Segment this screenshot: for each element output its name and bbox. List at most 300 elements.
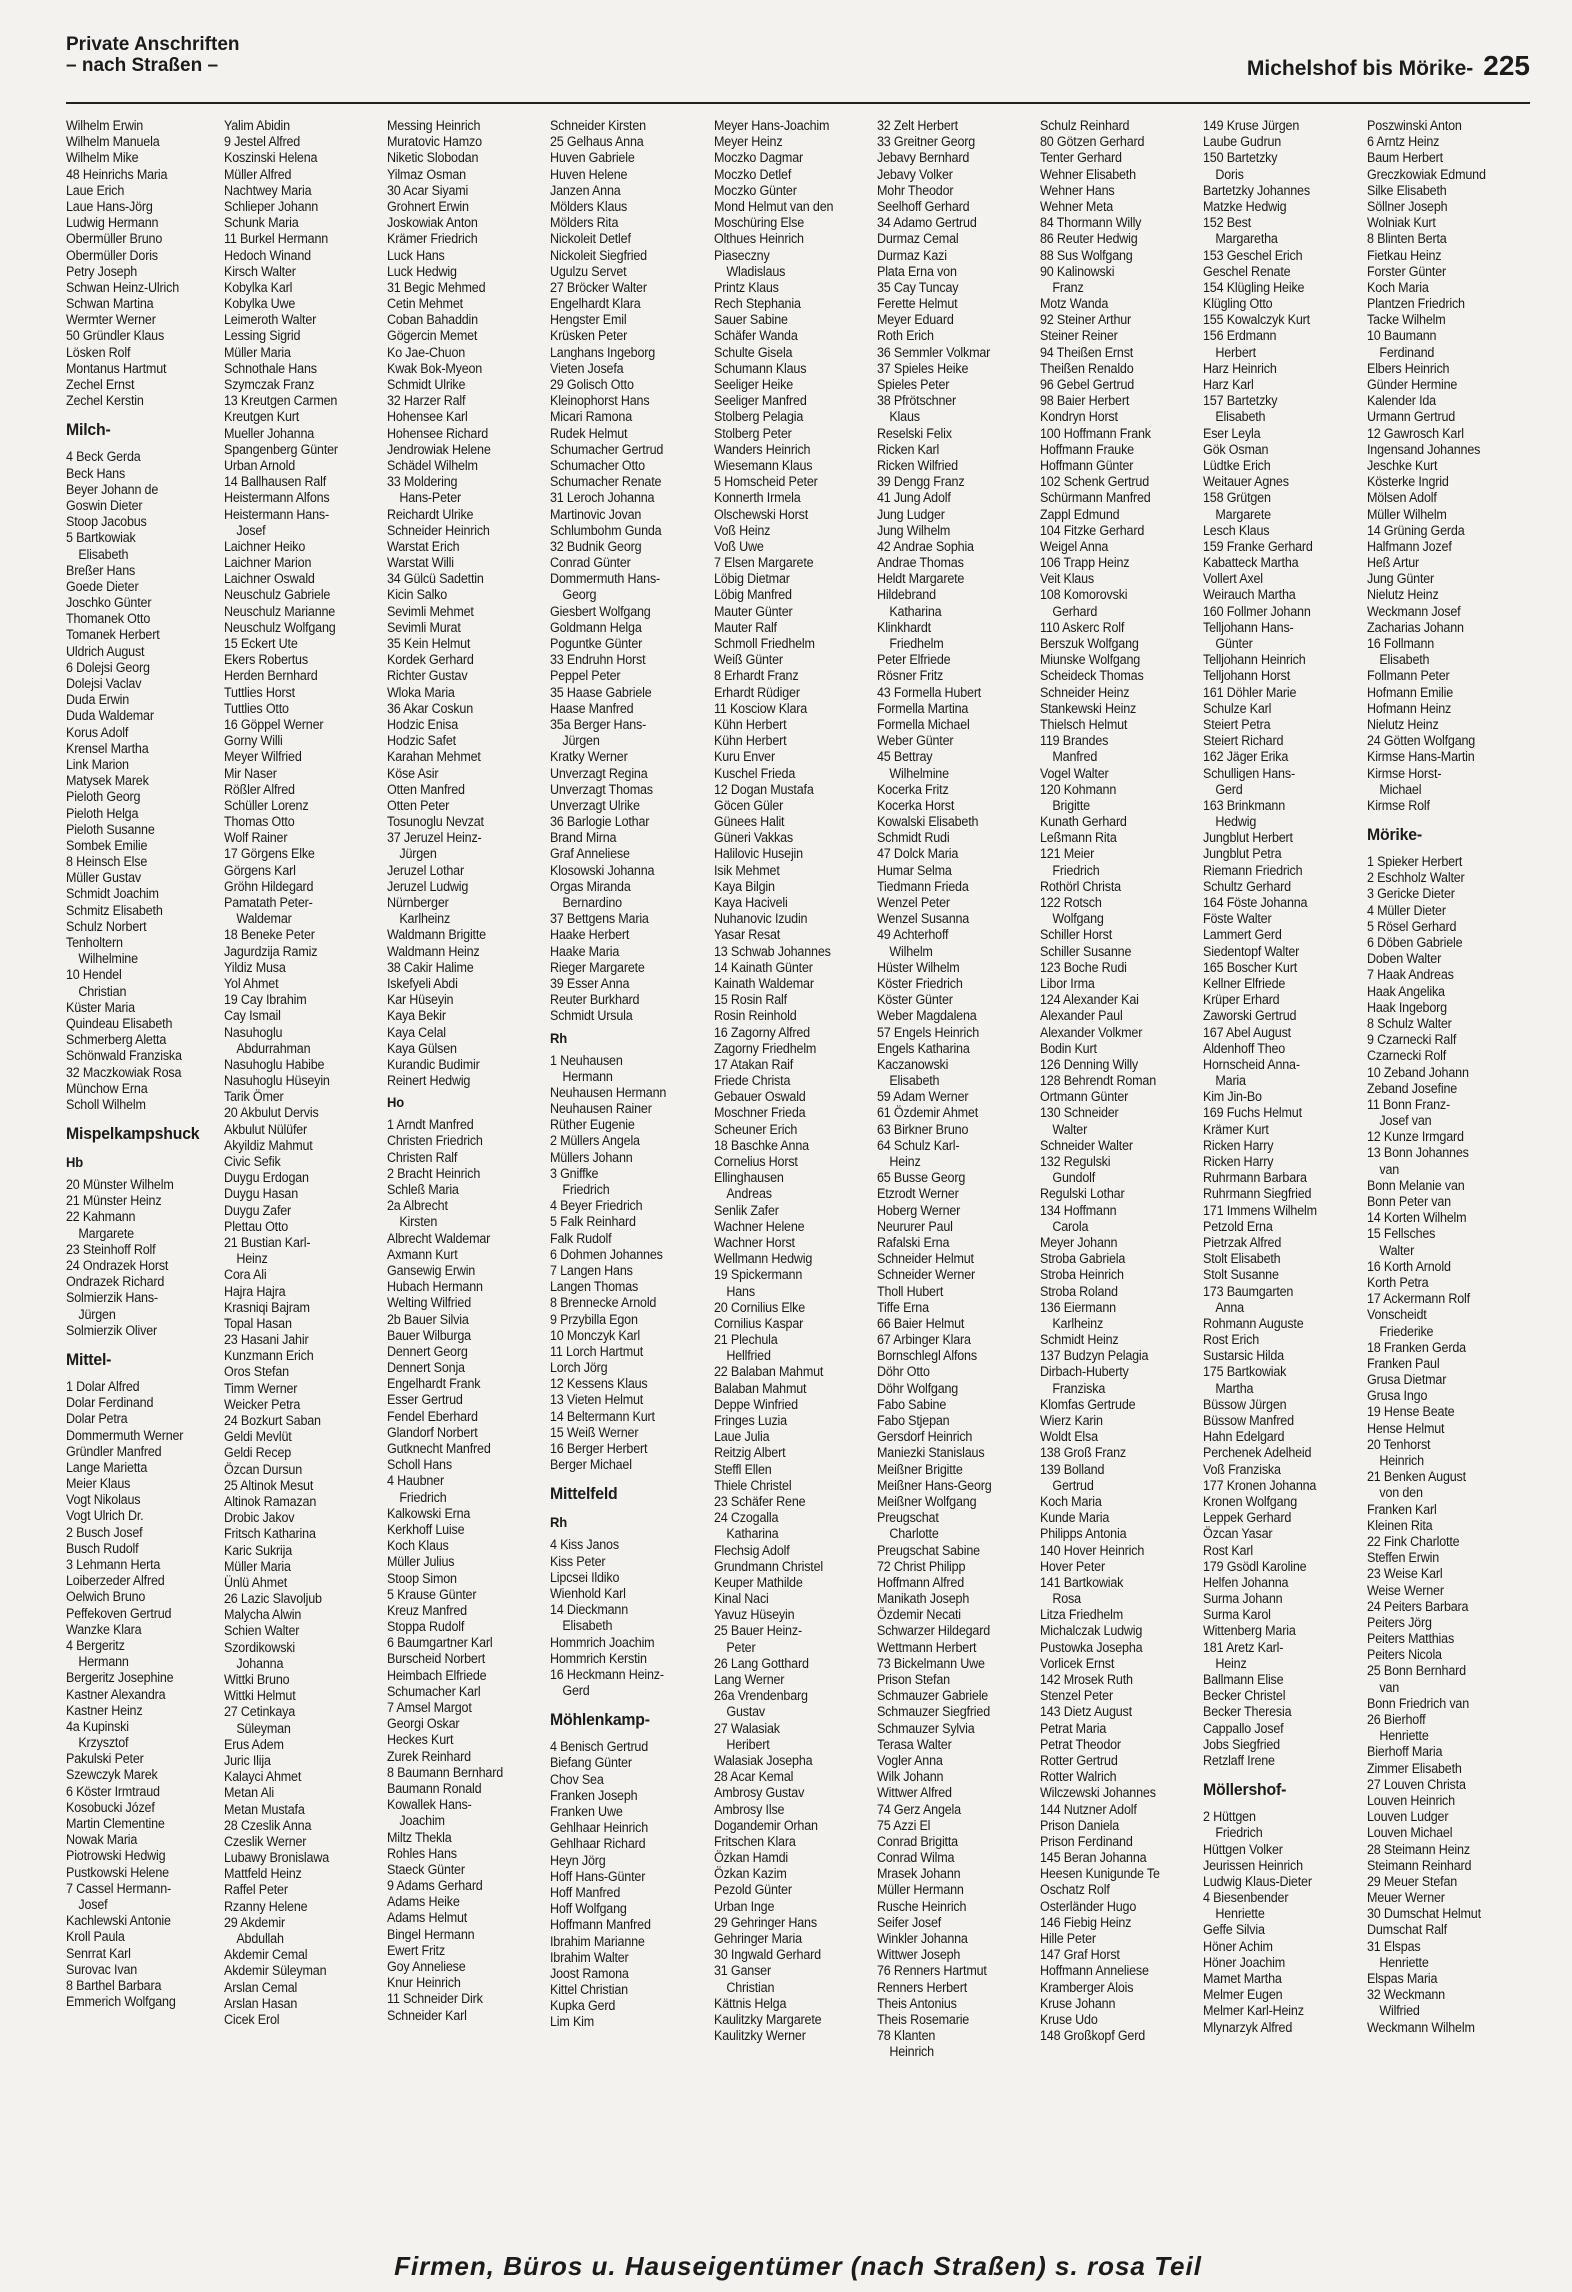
resident-entry: Krasniqi Bajram — [223, 1299, 310, 1315]
resident-entry: Sustarsic Hilda — [1203, 1348, 1285, 1364]
resident-entry: Karic Sukrija — [223, 1542, 292, 1558]
resident-entry: Kirmse Horst- — [1366, 765, 1442, 781]
resident-entry: 163 Brinkmann — [1203, 797, 1286, 813]
resident-entry: Giesbert Wolfgang — [550, 603, 651, 619]
resident-entry: Charlotte — [876, 1526, 939, 1542]
resident-entry: Yildiz Musa — [223, 959, 286, 975]
resident-entry: Wilhelm Mike — [66, 150, 139, 166]
resident-entry: Adams Heike — [386, 1894, 460, 1910]
resident-entry: 18 Beneke Peter — [223, 927, 315, 943]
resident-entry: Schiller Susanne — [1040, 943, 1132, 959]
resident-entry: 32 Harzer Ralf — [386, 393, 466, 409]
resident-entry: Schneider Heinz — [1040, 684, 1130, 700]
resident-entry: Kramberger Alois — [1040, 1979, 1134, 1995]
resident-entry: 18 Baschke Anna — [713, 1137, 809, 1153]
resident-entry: Ellinghausen — [713, 1170, 784, 1186]
resident-entry: 36 Barlogie Lothar — [550, 814, 650, 830]
resident-entry: Meißner Hans-Georg — [876, 1477, 992, 1493]
resident-entry: Kirsch Walter — [223, 263, 296, 279]
resident-entry: Iskefyeli Abdi — [386, 975, 458, 991]
resident-entry: Vogler Anna — [876, 1752, 943, 1768]
resident-entry: Rech Stephania — [713, 296, 801, 312]
resident-entry: Topal Hasan — [223, 1315, 292, 1331]
resident-entry: Halfmann Jozef — [1366, 538, 1452, 554]
resident-entry: 24 Bozkurt Saban — [223, 1413, 321, 1428]
resident-entry: 42 Andrae Sophia — [876, 538, 974, 554]
resident-entry: Seeliger Manfred — [713, 393, 807, 409]
resident-entry: Kühn Herbert — [713, 733, 786, 749]
street-range-title: Michelshof bis Mörike- — [1246, 57, 1474, 80]
resident-entry: 167 Abel August — [1203, 1024, 1292, 1040]
resident-entry: Gerhard — [1040, 603, 1098, 619]
resident-entry: Jeruzel Lothar — [386, 862, 464, 878]
resident-entry: Schäfer Wanda — [713, 328, 798, 344]
resident-entry: Kalender Ida — [1366, 393, 1436, 409]
resident-entry: Surma Karol — [1203, 1607, 1272, 1623]
resident-entry: 4 Beyer Friedrich — [550, 1198, 643, 1214]
resident-entry: Deppe Winfried — [713, 1396, 798, 1412]
resident-entry: Kroll Paula — [66, 1929, 125, 1945]
resident-entry: 14 Grüning Gerda — [1366, 522, 1465, 538]
resident-entry: Ricken Wilfried — [876, 457, 958, 473]
resident-entry: Elisabeth — [550, 1618, 613, 1634]
resident-entry: 8 Baumann Bernhard — [386, 1764, 503, 1780]
resident-entry: Ludwig Hermann — [66, 215, 159, 231]
resident-entry: Kaya Bilgin — [713, 878, 775, 894]
resident-entry: Klaus — [876, 409, 920, 425]
resident-entry: Fabo Sabine — [876, 1396, 946, 1412]
resident-entry: 63 Birkner Bruno — [876, 1121, 969, 1137]
resident-entry: 158 Grütgen — [1203, 490, 1272, 506]
resident-entry: Steffen Erwin — [1366, 1550, 1439, 1566]
resident-entry: Wenzel Susanna — [876, 911, 969, 927]
resident-entry: 1 Dolar Alfred — [66, 1378, 140, 1394]
resident-entry: Alexander Paul — [1040, 1008, 1123, 1024]
resident-entry: Conrad Brigitta — [876, 1833, 958, 1849]
resident-entry: 34 Adamo Gertrud — [876, 215, 977, 231]
resident-entry: Hoff Hans-Günter — [550, 1868, 646, 1884]
resident-entry: Kiss Peter — [550, 1553, 606, 1569]
resident-entry: Pieloth Susanne — [66, 821, 155, 837]
resident-entry: Link Marion — [66, 756, 129, 772]
resident-entry: Durmaz Cemal — [876, 231, 959, 247]
resident-entry: Schultz Gerhard — [1203, 878, 1292, 894]
resident-entry: Weber Günter — [876, 733, 954, 749]
resident-entry: Arslan Hasan — [223, 1995, 297, 2011]
resident-entry: Süleyman — [223, 1720, 291, 1736]
resident-entry: Schulligen Hans- — [1203, 765, 1296, 781]
resident-entry: Weckmann Josef — [1366, 603, 1461, 619]
resident-entry: Formella Martina — [876, 700, 969, 716]
resident-entry: 90 Kalinowski — [1040, 263, 1115, 279]
resident-entry: Bodin Kurt — [1040, 1040, 1097, 1056]
resident-entry: Laichner Oswald — [223, 571, 315, 587]
resident-entry: Spangenberg Günter — [223, 441, 338, 457]
resident-entry: Becker Christel — [1203, 1688, 1286, 1704]
resident-entry: Günder Hermine — [1366, 377, 1457, 392]
resident-entry: Woldt Elsa — [1040, 1429, 1099, 1445]
resident-entry: Laube Gudrun — [1203, 134, 1282, 150]
resident-entry: Beyer Johann de — [66, 481, 159, 497]
resident-entry: Günter — [1203, 636, 1254, 651]
resident-entry: Köse Asir — [386, 765, 439, 781]
resident-entry: Georg — [550, 587, 597, 603]
resident-entry: 6 Döben Gabriele — [1366, 935, 1463, 950]
resident-entry: 146 Fiebig Heinz — [1040, 1914, 1132, 1930]
resident-entry: 32 Maczkowiak Rosa — [66, 1064, 182, 1080]
resident-entry: Yavuz Hüseyin — [713, 1607, 794, 1623]
resident-entry: 140 Hover Heinrich — [1040, 1542, 1145, 1558]
resident-entry: 148 Großkopf Gerd — [1040, 2028, 1146, 2044]
resident-entry: Kainath Waldemar — [713, 975, 814, 991]
resident-entry: Tiedmann Frieda — [876, 878, 969, 894]
resident-entry: Klügling Otto — [1203, 296, 1273, 312]
resident-entry: Peppel Peter — [550, 668, 621, 684]
resident-entry: Schmauzer Gabriele — [876, 1688, 988, 1704]
resident-entry: 9 Czarnecki Ralf — [1366, 1032, 1456, 1048]
resident-entry: Laichner Heiko — [223, 538, 305, 554]
resident-entry: Reitzig Albert — [713, 1445, 785, 1461]
resident-entry: Özdemir Necati — [876, 1607, 961, 1623]
resident-entry: 27 Walasiak — [713, 1720, 780, 1736]
resident-entry: 14 Beltermann Kurt — [550, 1408, 656, 1424]
resident-entry: Waldemar — [223, 911, 292, 927]
resident-entry: Piotrowski Hedwig — [66, 1848, 166, 1864]
resident-entry: 2 Busch Josef — [66, 1524, 143, 1540]
resident-entry: Duda Waldemar — [66, 708, 154, 724]
resident-entry: Meißner Brigitte — [876, 1461, 963, 1477]
resident-entry: Neuhausen Hermann — [550, 1084, 667, 1100]
resident-entry: Schumacher Karl — [386, 1683, 481, 1699]
resident-entry: Conrad Wilma — [876, 1850, 955, 1866]
resident-entry: Lammert Gerd — [1203, 927, 1283, 943]
resident-entry: Koch Maria — [1040, 1493, 1102, 1509]
resident-entry: 181 Aretz Karl- — [1203, 1639, 1284, 1655]
resident-entry: Grohnert Erwin — [386, 198, 469, 214]
resident-entry: Coban Bahaddin — [386, 312, 478, 328]
resident-entry: Leßmann Rita — [1040, 830, 1117, 846]
resident-entry: Herbert — [1203, 344, 1257, 360]
resident-entry: 26 Lazic Slavoljub — [223, 1591, 322, 1607]
resident-entry: Louven Michael — [1366, 1825, 1453, 1841]
resident-entry: Harz Heinrich — [1203, 360, 1278, 376]
resident-entry: 3 Lehmann Herta — [66, 1557, 161, 1572]
resident-entry: Heinz — [876, 1154, 921, 1169]
resident-entry: Hornscheid Anna- — [1203, 1056, 1301, 1072]
resident-entry: Kerkhoff Luise — [386, 1521, 465, 1537]
resident-entry: Kwak Bok-Myeon — [386, 360, 482, 376]
resident-entry: 12 Kessens Klaus — [550, 1376, 648, 1392]
resident-entry: Gründler Manfred — [66, 1443, 162, 1459]
resident-entry: Müller Wilhelm — [1366, 506, 1447, 522]
resident-entry: Heinz — [1203, 1655, 1247, 1671]
resident-entry: 1 Spieker Herbert — [1366, 854, 1462, 870]
resident-entry: Mölders Klaus — [550, 198, 628, 214]
resident-entry: Kuschel Frieda — [713, 765, 795, 781]
resident-entry: Münchow Erna — [66, 1080, 148, 1096]
resident-entry: 110 Askerc Rolf — [1040, 619, 1125, 635]
resident-entry: 7 Haak Andreas — [1366, 967, 1454, 983]
resident-entry: Cornelius Horst — [713, 1154, 798, 1169]
resident-entry: Grusa Dietmar — [1366, 1372, 1446, 1388]
resident-entry: Telljohann Heinrich — [1203, 652, 1306, 668]
resident-entry: Duygu Erdogan — [223, 1170, 309, 1186]
resident-entry: Bingel Hermann — [386, 1926, 475, 1942]
resident-entry: Jagurdzija Ramiz — [223, 943, 317, 959]
resident-entry: Litza Friedhelm — [1040, 1607, 1124, 1623]
resident-entry: Erhardt Rüdiger — [713, 684, 800, 700]
resident-entry: Reuter Burkhard — [550, 992, 640, 1008]
resident-entry: 25 Bonn Bernhard — [1366, 1663, 1466, 1679]
resident-entry: Söllner Joseph — [1366, 198, 1448, 214]
resident-entry: Tenholtern — [66, 935, 123, 950]
resident-entry: 24 Peiters Barbara — [1366, 1598, 1469, 1614]
resident-entry: Retzlaff Irene — [1203, 1752, 1276, 1768]
resident-entry: 23 Schäfer Rene — [713, 1493, 805, 1509]
resident-entry: Perchenek Adelheid — [1203, 1445, 1312, 1461]
resident-entry: Wiesemann Klaus — [713, 457, 812, 473]
resident-entry: 73 Bickelmann Uwe — [876, 1655, 985, 1671]
resident-entry: Prison Ferdinand — [1040, 1833, 1133, 1849]
resident-entry: Hoffmann Günter — [1040, 457, 1134, 473]
resident-entry: Moczko Detlef — [713, 166, 791, 182]
resident-entry: Schmitz Elisabeth — [66, 902, 163, 918]
resident-entry: Doben Walter — [1366, 951, 1441, 967]
resident-entry: Stoppa Rudolf — [386, 1619, 465, 1635]
resident-entry: 153 Geschel Erich — [1203, 247, 1303, 263]
resident-entry: Nickoleit Detlef — [550, 231, 631, 247]
resident-entry: 59 Adam Werner — [876, 1089, 969, 1105]
resident-entry: Rohles Hans — [386, 1845, 457, 1861]
resident-entry: 20 Tenhorst — [1366, 1436, 1431, 1452]
resident-entry: Weiß Günter — [713, 652, 783, 668]
resident-entry: Mamet Martha — [1203, 1971, 1283, 1986]
resident-entry: Janzen Anna — [550, 182, 621, 198]
resident-entry: Anna — [1203, 1299, 1245, 1315]
resident-entry: Harz Karl — [1203, 377, 1255, 392]
resident-entry: Joskowiak Anton — [386, 215, 478, 231]
resident-entry: Wierz Karin — [1040, 1413, 1103, 1428]
resident-entry: Peffekoven Gertrud — [66, 1605, 172, 1621]
resident-entry: 5 Krause Günter — [386, 1586, 477, 1602]
resident-entry: Richter Gustav — [386, 668, 468, 684]
resident-entry: Ruhrmann Barbara — [1203, 1170, 1308, 1186]
resident-entry: Melmer Eugen — [1203, 1987, 1283, 2003]
resident-entry: Elbers Heinrich — [1366, 360, 1450, 376]
resident-entry: Christian — [713, 1979, 774, 1995]
resident-entry: 28 Steimann Heinz — [1366, 1841, 1470, 1857]
resident-entry: Urban Inge — [713, 1898, 774, 1914]
resident-entry: Gerd — [1203, 781, 1243, 797]
resident-entry: Hoffmann Alfred — [876, 1574, 964, 1590]
resident-entry: Ludwig Klaus-Dieter — [1203, 1873, 1313, 1889]
resident-entry: 14 Dieckmann — [550, 1602, 629, 1618]
resident-entry: Szymczak Franz — [223, 377, 314, 392]
resident-entry: 86 Reuter Hedwig — [1040, 231, 1138, 247]
resident-entry: Höner Achim — [1203, 1938, 1274, 1954]
resident-entry: Scheuner Erich — [713, 1121, 797, 1137]
resident-entry: Engelhardt Klara — [550, 296, 641, 312]
resident-entry: 64 Schulz Karl- — [876, 1137, 960, 1153]
resident-entry: Sevimli Mehmet — [386, 603, 474, 619]
resident-entry: Dennert Georg — [386, 1343, 468, 1359]
resident-entry: Zurek Reinhard — [386, 1748, 471, 1764]
resident-entry: 84 Thormann Willy — [1040, 215, 1142, 231]
resident-entry: Goswin Dieter — [66, 497, 143, 513]
street-heading: Mispelkampshuck — [66, 1124, 200, 1144]
resident-entry: Krüsken Peter — [550, 328, 628, 344]
resident-entry: Stroba Gabriela — [1040, 1251, 1126, 1267]
resident-entry: Rotter Gertrud — [1040, 1752, 1118, 1768]
resident-entry: Duda Erwin — [66, 692, 130, 708]
resident-entry: 100 Hoffmann Frank — [1040, 425, 1151, 441]
resident-entry: Hengster Emil — [550, 312, 627, 328]
directory-column — [550, 118, 700, 2240]
resident-entry: Martin Clementine — [66, 1816, 165, 1831]
resident-entry: 25 Bauer Heinz- — [713, 1623, 802, 1639]
resident-entry: Vogt Nikolaus — [66, 1492, 141, 1508]
resident-entry: Kronen Wolfgang — [1203, 1493, 1298, 1509]
resident-entry: 132 Regulski — [1040, 1154, 1111, 1169]
resident-entry: 7 Amsel Margot — [386, 1700, 472, 1715]
resident-entry: 171 Immens Wilhelm — [1203, 1202, 1318, 1218]
directory-columns — [66, 118, 1530, 2240]
resident-entry: Kaya Gülsen — [386, 1040, 457, 1056]
resident-entry: Hover Peter — [1040, 1558, 1106, 1574]
resident-entry: Printz Klaus — [713, 279, 779, 295]
resident-entry: Lösken Rolf — [66, 344, 131, 360]
resident-entry: Wilczewski Johannes — [1040, 1785, 1156, 1801]
resident-entry: Dennert Sonja — [386, 1360, 465, 1376]
resident-entry: 80 Götzen Gerhard — [1040, 134, 1145, 150]
resident-entry: 149 Kruse Jürgen — [1203, 118, 1300, 133]
resident-entry: Sauer Sabine — [713, 312, 788, 328]
resident-entry: Walasiak Josepha — [713, 1752, 812, 1768]
resident-entry: Gertrud — [1040, 1477, 1094, 1493]
resident-entry: Rösner Fritz — [876, 668, 943, 684]
resident-entry: 3 Gericke Dieter — [1366, 886, 1455, 902]
resident-entry: Duygu Hasan — [223, 1186, 298, 1202]
resident-entry: Hoberg Werner — [876, 1202, 960, 1218]
resident-entry: 21 Benken August — [1366, 1469, 1466, 1485]
resident-entry: Krüper Erhard — [1203, 992, 1280, 1008]
resident-entry: Kocerka Horst — [876, 797, 954, 813]
resident-entry: Michalczak Ludwig — [1040, 1623, 1143, 1639]
resident-entry: Tuttlies Otto — [223, 700, 289, 716]
resident-entry: Kättnis Helga — [713, 1995, 786, 2011]
resident-entry: Ricken Karl — [876, 441, 939, 457]
resident-entry: Hommrich Kerstin — [550, 1650, 647, 1666]
directory-column — [387, 118, 537, 2240]
resident-entry: Rothörl Christa — [1040, 878, 1122, 894]
resident-entry: Wermter Werner — [66, 312, 156, 328]
resident-entry: Gröhn Hildegard — [223, 878, 313, 894]
resident-entry: Kaya Haciveli — [713, 895, 788, 910]
resident-entry: von den — [1366, 1485, 1423, 1501]
resident-entry: Döhr Wolfgang — [876, 1380, 958, 1396]
resident-entry: Plata Erna von — [876, 263, 957, 279]
resident-entry: Wehner Elisabeth — [1040, 166, 1136, 182]
resident-entry: Oros Stefan — [223, 1364, 289, 1380]
resident-entry: Prison Stefan — [876, 1672, 950, 1687]
resident-entry: Krämer Kurt — [1203, 1121, 1270, 1137]
resident-entry: Kittel Christian — [550, 1982, 629, 1998]
resident-entry: 136 Eiermann — [1040, 1299, 1117, 1315]
resident-entry: Ambrosy Gustav — [713, 1785, 804, 1801]
resident-entry: Warstat Erich — [386, 538, 460, 554]
resident-entry: Scheideck Thomas — [1040, 668, 1144, 684]
resident-entry: Nasuhoglu Habibe — [223, 1056, 324, 1072]
resident-entry: Roth Erich — [876, 328, 934, 344]
resident-entry: Berger Michael — [550, 1457, 633, 1473]
resident-entry: 10 Zeband Johann — [1366, 1064, 1469, 1080]
resident-entry: Wanzke Klara — [66, 1621, 142, 1637]
resident-entry: Meißner Wolfgang — [876, 1493, 977, 1509]
resident-entry: 57 Engels Heinrich — [876, 1024, 979, 1040]
resident-entry: Mohr Theodor — [876, 182, 954, 198]
resident-entry: Jebavy Volker — [876, 166, 953, 182]
resident-entry: Szordikowski — [223, 1639, 295, 1655]
resident-entry: Krensel Martha — [66, 740, 149, 756]
resident-entry: Schumann Klaus — [713, 360, 806, 376]
resident-entry: Kunath Gerhard — [1040, 814, 1127, 830]
resident-entry: 23 Weise Karl — [1366, 1566, 1443, 1582]
resident-entry: 47 Dolck Maria — [876, 846, 958, 862]
resident-entry: Haake Herbert — [550, 927, 630, 943]
resident-entry: Schumacher Otto — [550, 457, 646, 473]
resident-entry: Nickoleit Siegfried — [550, 247, 648, 263]
resident-entry: 11 Kosciow Klara — [713, 700, 807, 716]
resident-entry: Niketic Slobodan — [386, 150, 479, 166]
resident-entry: 165 Boscher Kurt — [1203, 959, 1298, 975]
resident-entry: Timm Werner — [223, 1380, 297, 1396]
resident-entry: Özkan Kazim — [713, 1866, 787, 1882]
resident-entry: 21 Münster Heinz — [66, 1193, 162, 1209]
resident-entry: 10 Monczyk Karl — [550, 1327, 641, 1343]
resident-entry: Leppek Gerhard — [1203, 1510, 1292, 1526]
resident-entry: Fabo Stjepan — [876, 1413, 950, 1428]
resident-entry: Manfred — [1040, 749, 1098, 765]
street-heading: Mittelfeld — [550, 1484, 618, 1504]
resident-entry: 152 Best — [1203, 215, 1252, 231]
resident-entry: 88 Sus Wolfgang — [1040, 247, 1133, 263]
resident-entry: Fietkau Heinz — [1366, 247, 1442, 263]
resident-entry: Kruse Johann — [1040, 1995, 1116, 2011]
resident-entry: Jendrowiak Helene — [386, 441, 491, 457]
resident-entry: Eser Leyla — [1203, 425, 1261, 441]
resident-entry: Rost Erich — [1203, 1332, 1260, 1348]
resident-entry: 23 Steinhoff Rolf — [66, 1241, 156, 1257]
resident-entry: Müller Julius — [386, 1554, 455, 1570]
resident-entry: Schumacher Gertrud — [550, 441, 664, 457]
resident-entry: Knur Heinrich — [386, 1975, 461, 1991]
resident-entry: Tarik Ömer — [223, 1089, 284, 1105]
resident-entry: Muratovic Hamzo — [386, 134, 482, 150]
resident-entry: Nachtwey Maria — [223, 182, 312, 198]
resident-entry: 28 Czeslik Anna — [223, 1817, 311, 1833]
resident-entry: Berszuk Wolfgang — [1040, 636, 1139, 651]
resident-entry: 26 Bierhoff — [1366, 1712, 1426, 1727]
resident-entry: Messing Heinrich — [386, 118, 481, 133]
resident-entry: Meuer Werner — [1366, 1890, 1445, 1906]
resident-entry: Heß Artur — [1366, 555, 1419, 571]
resident-entry: 31 Elspas — [1366, 1938, 1421, 1954]
resident-entry: Ortmann Günter — [1040, 1089, 1129, 1105]
resident-entry: Yalim Abidin — [223, 118, 290, 133]
resident-entry: Brand Mirna — [550, 830, 617, 846]
resident-entry: Görgens Karl — [223, 862, 296, 878]
resident-entry: Isik Mehmet — [713, 862, 780, 878]
